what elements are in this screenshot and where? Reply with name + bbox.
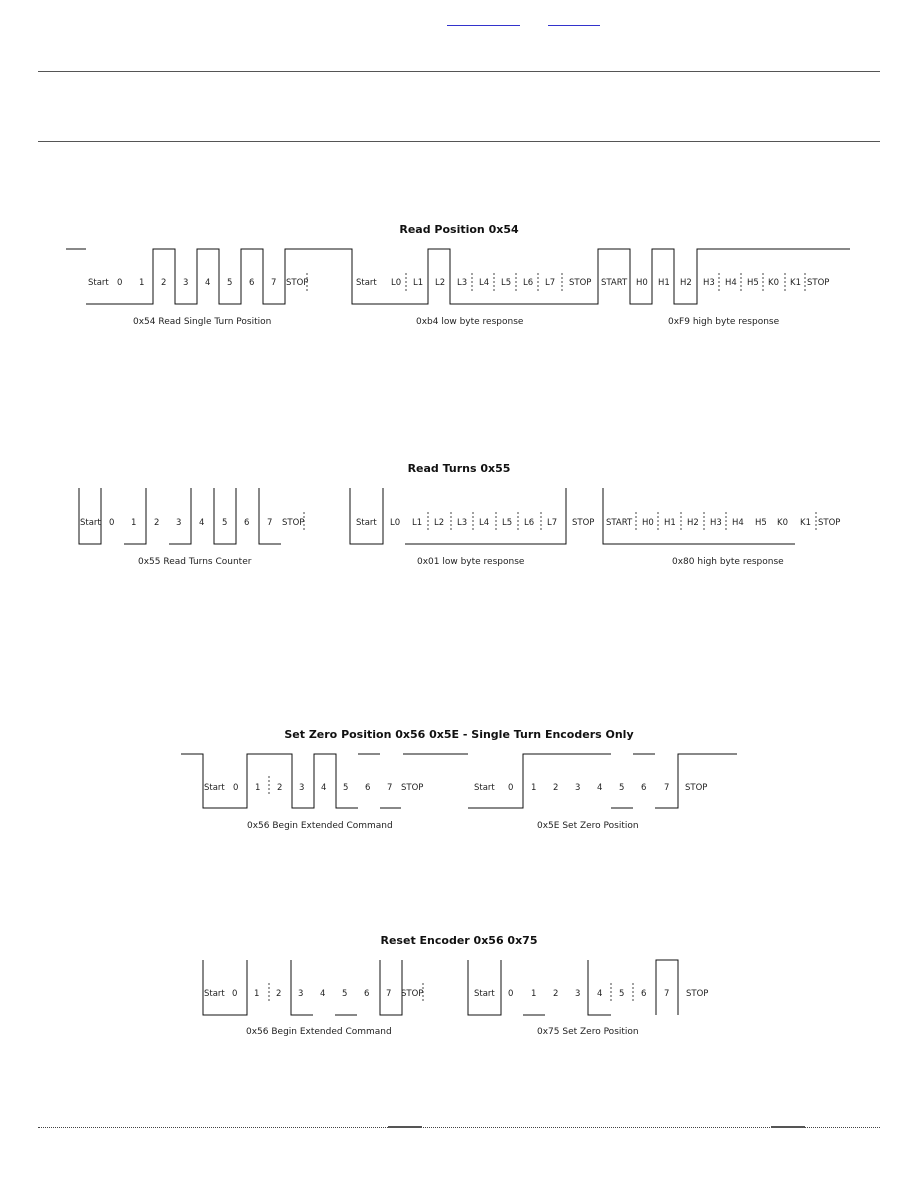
- bit-label: Start: [204, 783, 225, 793]
- bit-label: 6: [365, 783, 371, 793]
- bit-label: Start: [474, 783, 495, 793]
- bit-label: 3: [176, 518, 182, 528]
- bit-label: L1: [413, 278, 424, 288]
- signal-trace: [203, 960, 402, 1015]
- diagram-title: Reset Encoder 0x56 0x75: [380, 934, 538, 947]
- bit-label: 7: [664, 989, 670, 999]
- bit-label: STOP: [572, 518, 595, 528]
- bit-label: 3: [575, 783, 581, 793]
- bit-label: L4: [479, 278, 490, 288]
- bit-label: 4: [320, 989, 326, 999]
- bit-label: H5: [755, 518, 767, 528]
- bit-label: L5: [501, 278, 512, 288]
- bit-label: 5: [222, 518, 228, 528]
- bit-label: L4: [479, 518, 490, 528]
- bit-label: STOP: [286, 278, 309, 288]
- bit-label: H3: [710, 518, 722, 528]
- bit-label: 3: [298, 989, 304, 999]
- bit-label: 7: [664, 783, 670, 793]
- bit-label: 0: [232, 989, 238, 999]
- bit-label: STOP: [686, 989, 709, 999]
- bit-label: 0: [508, 989, 514, 999]
- bit-label: START: [601, 278, 628, 288]
- bit-label: K1: [800, 518, 811, 528]
- bit-label: 3: [183, 278, 189, 288]
- frame-caption: 0x54 Read Single Turn Position: [133, 317, 272, 327]
- bit-label: 6: [641, 989, 647, 999]
- bit-label: Start: [356, 518, 377, 528]
- bit-label: 0: [109, 518, 115, 528]
- bit-label: L0: [390, 518, 401, 528]
- bit-label: L3: [457, 518, 468, 528]
- bit-label: L3: [457, 278, 468, 288]
- bit-label: 5: [619, 783, 625, 793]
- frame-caption: 0x80 high byte response: [672, 557, 784, 567]
- bit-label: 2: [276, 989, 282, 999]
- bit-label: 7: [267, 518, 273, 528]
- frame-caption: 0xb4 low byte response: [416, 317, 524, 327]
- bit-label: L0: [391, 278, 402, 288]
- bit-label: 4: [199, 518, 205, 528]
- footer-accent: [771, 1126, 805, 1128]
- bit-label: Start: [204, 989, 225, 999]
- bit-label: 4: [205, 278, 211, 288]
- bit-label: 6: [244, 518, 250, 528]
- bit-label: 3: [299, 783, 305, 793]
- bit-label: 5: [619, 989, 625, 999]
- bit-label: L6: [524, 518, 535, 528]
- bit-label: 4: [321, 783, 327, 793]
- bit-label: 4: [597, 989, 603, 999]
- bit-label: L1: [412, 518, 423, 528]
- diagram-title: Set Zero Position 0x56 0x5E - Single Turn Encoders Only: [284, 728, 634, 741]
- bit-label: 6: [249, 278, 255, 288]
- bit-label: 4: [597, 783, 603, 793]
- bit-label: H2: [680, 278, 692, 288]
- bit-label: 3: [575, 989, 581, 999]
- bit-label: L2: [435, 278, 446, 288]
- frame-caption: 0x56 Begin Extended Command: [247, 821, 393, 831]
- bit-label: 6: [364, 989, 370, 999]
- bit-label: 0: [508, 783, 514, 793]
- bit-label: 5: [342, 989, 348, 999]
- bit-label: Start: [88, 278, 109, 288]
- bit-label: Start: [356, 278, 377, 288]
- bit-label: STOP: [807, 278, 830, 288]
- bit-label: 1: [139, 278, 145, 288]
- bit-label: H3: [703, 278, 715, 288]
- bit-label: STOP: [569, 278, 592, 288]
- signal-trace: [468, 960, 678, 1015]
- bit-label: STOP: [282, 518, 305, 528]
- bit-label: 1: [531, 783, 537, 793]
- bit-label: H2: [687, 518, 699, 528]
- bit-label: H1: [658, 278, 670, 288]
- bit-label: 0: [233, 783, 239, 793]
- bit-label: 5: [227, 278, 233, 288]
- bit-label: STOP: [401, 783, 424, 793]
- bit-label: L7: [547, 518, 558, 528]
- frame-caption: 0x5E Set Zero Position: [537, 821, 639, 831]
- bit-label: 7: [271, 278, 277, 288]
- bit-label: Start: [474, 989, 495, 999]
- bit-label: Start: [80, 518, 101, 528]
- bit-label: 7: [386, 989, 392, 999]
- bit-label: 1: [531, 989, 537, 999]
- bit-label: 5: [343, 783, 349, 793]
- bit-label: K0: [777, 518, 788, 528]
- frame-caption: 0x01 low byte response: [417, 557, 525, 567]
- bit-label: 2: [161, 278, 167, 288]
- bit-label: L7: [545, 278, 556, 288]
- bit-label: 2: [553, 989, 559, 999]
- bit-label: STOP: [685, 783, 708, 793]
- bit-label: 1: [255, 783, 261, 793]
- bit-label: H1: [664, 518, 676, 528]
- bit-label: START: [606, 518, 633, 528]
- bit-label: 2: [553, 783, 559, 793]
- bit-label: 7: [387, 783, 393, 793]
- bit-label: 1: [254, 989, 260, 999]
- bit-label: H0: [636, 278, 648, 288]
- footer-rule: [38, 1127, 880, 1128]
- frame-caption: 0xF9 high byte response: [668, 317, 780, 327]
- footer-accent: [388, 1126, 422, 1128]
- bit-label: H5: [747, 278, 759, 288]
- frame-caption: 0x55 Read Turns Counter: [138, 557, 252, 567]
- bit-label: L5: [502, 518, 513, 528]
- bit-label: 1: [131, 518, 137, 528]
- bit-label: H0: [642, 518, 654, 528]
- bit-label: 6: [641, 783, 647, 793]
- bit-label: STOP: [401, 989, 424, 999]
- diagram-title: Read Position 0x54: [399, 223, 519, 236]
- bit-label: H4: [732, 518, 744, 528]
- bit-label: K0: [768, 278, 779, 288]
- bit-label: L6: [523, 278, 534, 288]
- bit-label: 2: [277, 783, 283, 793]
- diagram-title: Read Turns 0x55: [407, 462, 511, 475]
- bit-label: L2: [434, 518, 445, 528]
- bit-label: K1: [790, 278, 801, 288]
- frame-caption: 0x75 Set Zero Position: [537, 1027, 639, 1037]
- bit-label: 0: [117, 278, 123, 288]
- bit-label: STOP: [818, 518, 841, 528]
- frame-caption: 0x56 Begin Extended Command: [246, 1027, 392, 1037]
- bit-label: 2: [154, 518, 160, 528]
- bit-label: H4: [725, 278, 737, 288]
